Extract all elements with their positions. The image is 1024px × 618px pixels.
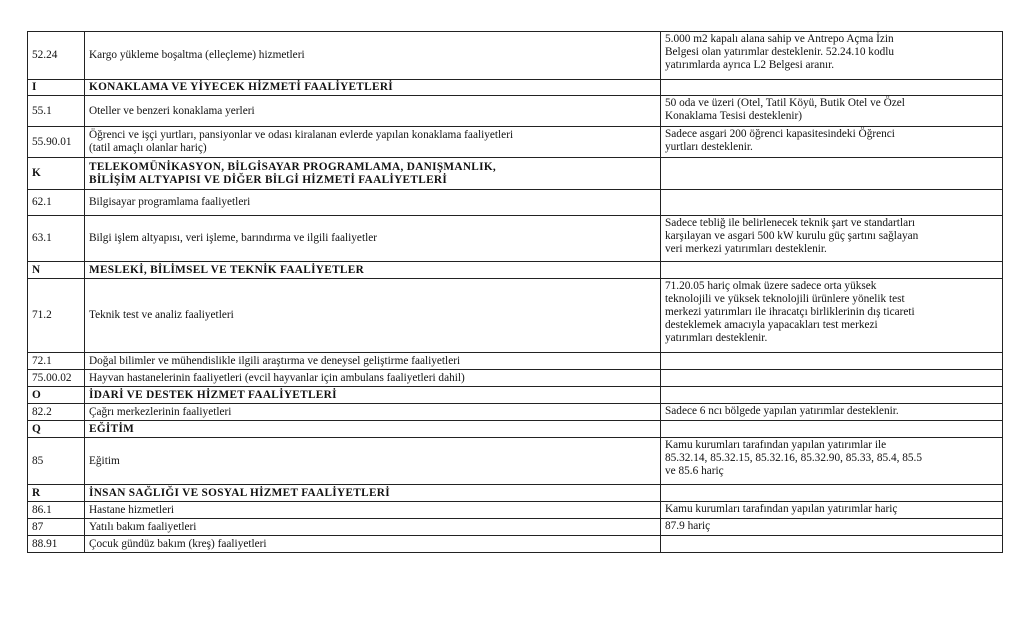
section-header-row — [28, 485, 1003, 502]
support-condition-text: Kamu kurumları tarafından yapılan yatırımlar ile 85.32.14, 85.32.15, 85.32.16, 85.32.90, 85.33, 85.4, 85.5 ve 85.6 hariç — [665, 439, 923, 477]
table-row — [28, 96, 1003, 127]
support-condition-cell — [661, 438, 1003, 485]
activity-code-cell — [28, 387, 85, 404]
support-condition-cell — [661, 485, 1003, 502]
activity-code-cell — [28, 190, 85, 216]
support-condition-cell — [661, 519, 1003, 536]
activity-code-text: O — [32, 388, 42, 401]
activity-description-cell — [85, 421, 661, 438]
activity-code-text: R — [32, 486, 41, 499]
activity-description-text: Hastane hizmetleri — [89, 503, 175, 516]
activity-description-cell — [85, 190, 661, 216]
activity-description-text: Çağrı merkezlerinin faaliyetleri — [89, 405, 232, 418]
activity-description-cell — [85, 158, 661, 190]
support-condition-cell — [661, 158, 1003, 190]
activity-description-text: Oteller ve benzeri konaklama yerleri — [89, 104, 255, 117]
activity-description-text: Eğitim — [89, 454, 120, 467]
activity-code-cell — [28, 421, 85, 438]
activity-description-cell — [85, 438, 661, 485]
support-condition-cell — [661, 387, 1003, 404]
table-row — [28, 127, 1003, 158]
activity-description-text: Bilgi işlem altyapısı, veri işleme, barındırma ve ilgili faaliyetler — [89, 232, 377, 244]
support-condition-text: Kamu kurumları tarafından yapılan yatırımlar hariç — [665, 503, 898, 515]
support-condition-text: Sadece asgari 200 öğrenci kapasitesindeki Öğrenci yurtları desteklenir. — [665, 128, 895, 153]
activity-description-text: KONAKLAMA VE YİYECEK HİZMETİ FAALİYETLERİ — [89, 81, 393, 93]
activity-description-cell — [85, 353, 661, 370]
activity-description-cell — [85, 519, 661, 536]
activity-code-cell — [28, 519, 85, 536]
support-condition-cell — [661, 502, 1003, 519]
table-row — [28, 404, 1003, 421]
activity-description-text: Bilgisayar programlama faaliyetleri — [89, 196, 251, 208]
activity-description-text: EĞİTİM — [89, 422, 135, 435]
activity-code-cell — [28, 96, 85, 127]
activity-description-cell — [85, 80, 661, 96]
support-condition-cell — [661, 370, 1003, 387]
activity-description-cell — [85, 485, 661, 502]
activity-code-text: K — [32, 167, 42, 179]
activity-code-cell — [28, 279, 85, 353]
activity-code-text: Q — [32, 422, 42, 435]
activity-code-cell — [28, 158, 85, 190]
table-row — [28, 216, 1003, 262]
table-body — [28, 32, 1003, 553]
activity-description-cell — [85, 262, 661, 279]
support-condition-cell — [661, 404, 1003, 421]
activity-description-cell — [85, 96, 661, 127]
table-row — [28, 32, 1003, 80]
support-condition-text: 50 oda ve üzeri (Otel, Tatil Köyü, Butik Otel ve Özel Konaklama Tesisi desteklenir) — [665, 97, 905, 122]
table-row — [28, 190, 1003, 216]
table-row — [28, 370, 1003, 387]
activity-description-text: TELEKOMÜNİKASYON, BİLGİSAYAR PROGRAMLAMA, DANIŞMANLIK, BİLİŞİM ALTYAPISI VE DİĞER BİLGİ HİZMETİ FAALİYETLERİ — [89, 160, 497, 186]
support-condition-cell — [661, 353, 1003, 370]
activity-description-text: Yatılı bakım faaliyetleri — [89, 520, 197, 533]
support-condition-cell — [661, 96, 1003, 127]
activity-code-cell — [28, 80, 85, 96]
support-condition-text: Sadece 6 ncı bölgede yapılan yatırımlar desteklenir. — [665, 405, 899, 417]
activity-description-text: Kargo yükleme boşaltma (elleçleme) hizmetleri — [89, 49, 305, 61]
activity-description-cell — [85, 127, 661, 158]
activity-code-text: 86.1 — [32, 503, 52, 516]
activity-code-cell — [28, 502, 85, 519]
support-condition-cell — [661, 279, 1003, 353]
activity-description-text: İDARİ VE DESTEK HİZMET FAALİYETLERİ — [89, 388, 337, 401]
support-condition-cell — [661, 421, 1003, 438]
section-header-row — [28, 158, 1003, 190]
section-header-row — [28, 262, 1003, 279]
activity-code-text: 88.91 — [32, 537, 58, 550]
activity-description-cell — [85, 536, 661, 553]
table-row — [28, 536, 1003, 553]
support-condition-cell — [661, 127, 1003, 158]
support-condition-cell — [661, 190, 1003, 216]
table-row — [28, 279, 1003, 353]
support-condition-text: Sadece tebliğ ile belirlenecek teknik şart ve standartları karşılayan ve asgari 500 kW kurulu güç şartını sağlayan veri merkezi yatırımları desteklenir. — [665, 217, 919, 255]
activity-code-text: 52.24 — [32, 49, 58, 61]
activity-description-cell — [85, 32, 661, 80]
activity-code-cell — [28, 32, 85, 80]
table-row — [28, 353, 1003, 370]
activity-code-cell — [28, 127, 85, 158]
activity-code-text: 62.1 — [32, 196, 52, 208]
support-condition-cell — [661, 262, 1003, 279]
table-row — [28, 438, 1003, 485]
activity-description-text: Doğal bilimler ve mühendislikle ilgili araştırma ve deneysel geliştirme faaliyetleri — [89, 354, 461, 367]
activity-code-table — [27, 31, 1003, 553]
activity-description-cell — [85, 404, 661, 421]
activity-code-text: 55.90.01 — [32, 135, 72, 148]
table-row — [28, 502, 1003, 519]
activity-description-cell — [85, 387, 661, 404]
activity-code-cell — [28, 216, 85, 262]
table-row — [28, 519, 1003, 536]
section-header-row — [28, 421, 1003, 438]
activity-code-text: 85 — [32, 454, 44, 467]
activity-code-text: N — [32, 263, 41, 276]
activity-description-cell — [85, 279, 661, 353]
support-condition-cell — [661, 32, 1003, 80]
activity-code-text: 71.2 — [32, 309, 52, 321]
activity-code-cell — [28, 438, 85, 485]
support-condition-cell — [661, 80, 1003, 96]
activity-code-cell — [28, 262, 85, 279]
activity-description-text: MESLEKİ, BİLİMSEL VE TEKNİK FAALİYETLER — [89, 263, 365, 276]
activity-code-text: I — [32, 81, 37, 93]
activity-code-cell — [28, 404, 85, 421]
section-header-row — [28, 387, 1003, 404]
activity-code-text: 82.2 — [32, 405, 52, 418]
activity-code-cell — [28, 370, 85, 387]
activity-code-text: 63.1 — [32, 232, 52, 244]
activity-code-cell — [28, 536, 85, 553]
activity-description-cell — [85, 502, 661, 519]
activity-description-cell — [85, 370, 661, 387]
activity-code-cell — [28, 485, 85, 502]
activity-code-text: 87 — [32, 520, 44, 533]
support-condition-text: 5.000 m2 kapalı alana sahip ve Antrepo Açma İzin Belgesi olan yatırımlar desteklenir. 52.24.10 kodlu yatırımlarda ayrıca L2 Belgesi aranır. — [665, 33, 895, 71]
activity-code-text: 72.1 — [32, 354, 52, 367]
activity-description-cell — [85, 216, 661, 262]
activity-description-text: Öğrenci ve işçi yurtları, pansiyonlar ve odası kiralanan evlerde yapılan konaklama faaliyetleri (tatil amaçlı olanlar hariç) — [89, 129, 514, 154]
section-header-row — [28, 80, 1003, 96]
activity-code-text: 75.00.02 — [32, 371, 72, 384]
activity-description-text: Teknik test ve analiz faaliyetleri — [89, 309, 234, 321]
activity-description-text: İNSAN SAĞLIĞI VE SOSYAL HİZMET FAALİYETLERİ — [89, 486, 390, 499]
support-condition-text: 71.20.05 hariç olmak üzere sadece orta yüksek teknolojili ve yüksek teknolojili ürünlere yönelik test merkezi yatırımları ile ihracatçı birliklerinin dış ticareti desteklemek amacıyla yapacakları test merkezi yatırımları desteklenir. — [665, 280, 915, 344]
activity-description-text: Hayvan hastanelerinin faaliyetleri (evcil hayvanlar için ambulans faaliyetleri dahil) — [89, 371, 465, 384]
activity-code-cell — [28, 353, 85, 370]
activity-code-text: 55.1 — [32, 104, 52, 117]
support-condition-cell — [661, 536, 1003, 553]
support-condition-text: 87.9 hariç — [665, 520, 711, 532]
support-condition-cell — [661, 216, 1003, 262]
activity-description-text: Çocuk gündüz bakım (kreş) faaliyetleri — [89, 537, 267, 550]
